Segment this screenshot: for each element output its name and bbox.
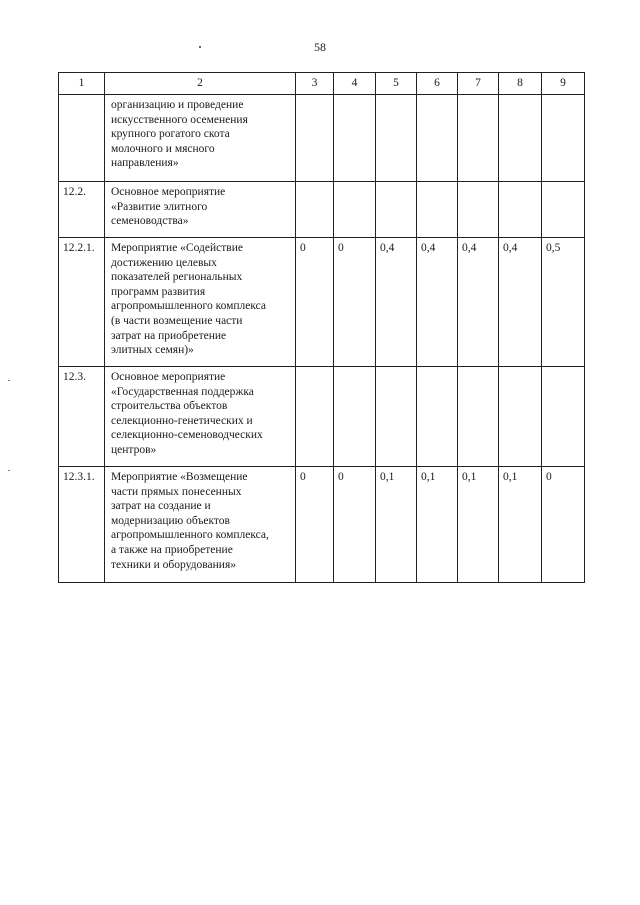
value-cell: 0	[296, 467, 334, 583]
row-code: 12.3.	[59, 367, 105, 467]
value-cell: 0,4	[458, 238, 499, 367]
value-cell: 0,1	[376, 467, 417, 583]
value-cell	[417, 367, 458, 467]
value-cell	[296, 367, 334, 467]
column-header-5: 5	[376, 73, 417, 95]
row-description: Мероприятие «Содействие достижению целевых показателей региональных программ развития агропромышленного комплекса (в части возмещение части затрат на приобретение элитных семян)»	[105, 238, 296, 367]
value-cell	[334, 367, 376, 467]
column-header-3: 3	[296, 73, 334, 95]
value-cell: 0,1	[458, 467, 499, 583]
column-header-4: 4	[334, 73, 376, 95]
table-row	[59, 367, 585, 467]
value-cell: 0,4	[499, 238, 542, 367]
value-cell	[542, 182, 585, 238]
table-row	[59, 182, 585, 238]
value-cell: 0	[334, 238, 376, 367]
value-cell	[458, 95, 499, 182]
column-header-2: 2	[105, 73, 296, 95]
value-cell	[296, 182, 334, 238]
value-cell	[542, 95, 585, 182]
row-code	[59, 95, 105, 182]
scan-dot	[199, 46, 201, 48]
row-code: 12.3.1.	[59, 467, 105, 583]
value-cell	[376, 95, 417, 182]
value-cell	[334, 95, 376, 182]
row-description: Основное мероприятие «Государственная поддержка строительства объектов селекционно-генетических и селекционно-семеноводческих центров»	[105, 367, 296, 467]
column-header-7: 7	[458, 73, 499, 95]
value-cell: 0	[542, 467, 585, 583]
value-cell: 0,1	[499, 467, 542, 583]
row-description: Мероприятие «Возмещение части прямых понесенных затрат на создание и модернизацию объектов агропромышленного комплекса, а также на приобретение техники и оборудования»	[105, 467, 296, 583]
value-cell	[458, 367, 499, 467]
value-cell: 0	[334, 467, 376, 583]
value-cell	[499, 182, 542, 238]
scan-edge-mark	[8, 380, 10, 381]
row-code: 12.2.1.	[59, 238, 105, 367]
row-code: 12.2.	[59, 182, 105, 238]
value-cell	[376, 182, 417, 238]
column-header-8: 8	[499, 73, 542, 95]
column-header-9: 9	[542, 73, 585, 95]
value-cell: 0,4	[417, 238, 458, 367]
scan-edge-mark	[8, 470, 10, 471]
column-header-1: 1	[59, 73, 105, 95]
header-row	[59, 73, 585, 95]
value-cell	[417, 95, 458, 182]
value-cell	[296, 95, 334, 182]
value-cell	[376, 367, 417, 467]
table-row	[59, 95, 585, 182]
value-cell	[499, 367, 542, 467]
page-number: 58	[314, 40, 326, 54]
row-description: Основное мероприятие «Развитие элитного семеноводства»	[105, 182, 296, 238]
value-cell: 0,5	[542, 238, 585, 367]
value-cell	[417, 182, 458, 238]
value-cell	[499, 95, 542, 182]
value-cell	[542, 367, 585, 467]
row-description: организацию и проведение искусственного осеменения крупного рогатого скота молочного и мясного направления»	[105, 95, 296, 182]
table-row	[59, 238, 585, 367]
program-table	[58, 72, 585, 583]
value-cell: 0,4	[376, 238, 417, 367]
value-cell	[458, 182, 499, 238]
value-cell: 0,1	[417, 467, 458, 583]
table-row	[59, 467, 585, 583]
value-cell: 0	[296, 238, 334, 367]
column-header-6: 6	[417, 73, 458, 95]
value-cell	[334, 182, 376, 238]
